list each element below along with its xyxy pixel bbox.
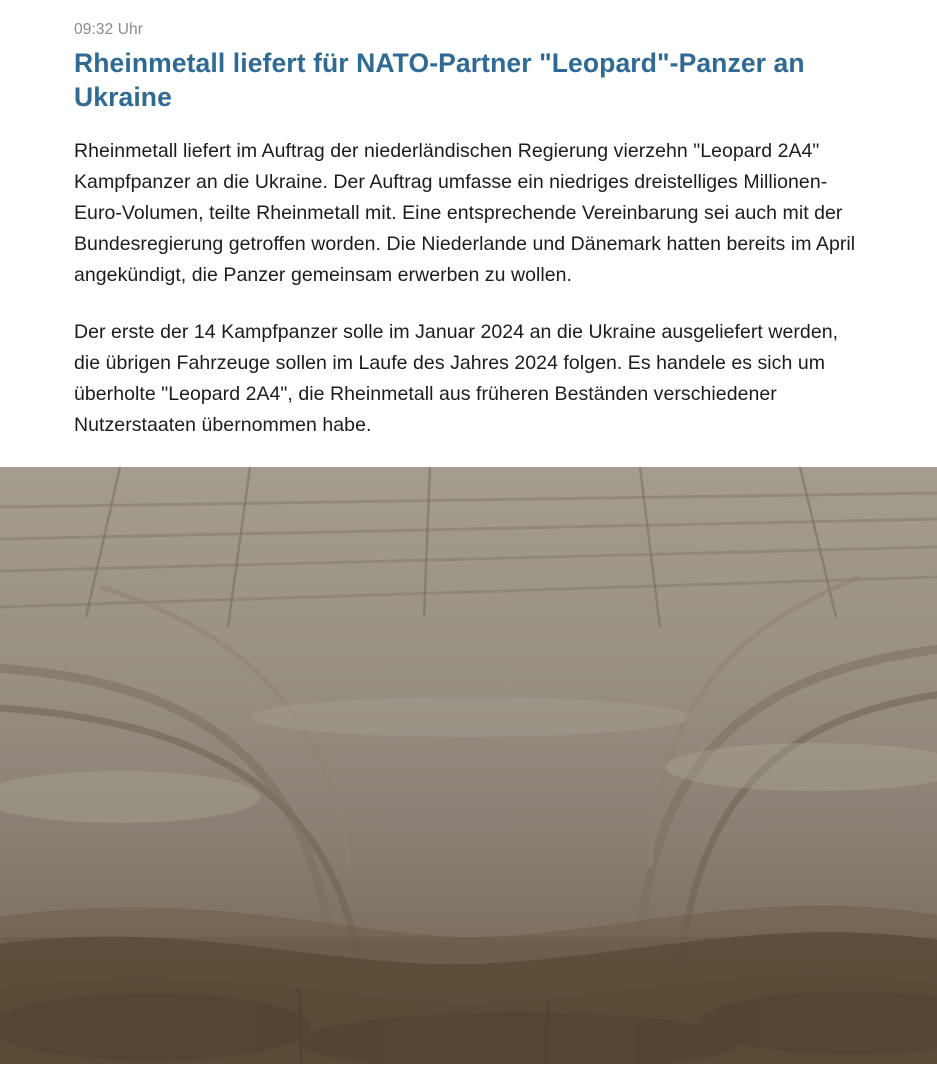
article-text-block (0, 0, 937, 441)
article-paragraph-2: Der erste der 14 Kampfpanzer solle im Januar 2024 an die Ukraine ausgeliefert werden, die übrigen Fahrzeuge sollen im Laufe des Jahres 2024 folgen. Es handele es sich um überholte "Leopard 2A4", die Rheinmetall aus früheren Beständen verschiedener Nutzerstaaten übernommen habe. (74, 321, 839, 436)
leopard-tank-photo (0, 467, 937, 1064)
article-headline: Rheinmetall liefert für NATO-Partner "Leopard"-Panzer an Ukraine (74, 48, 805, 112)
article-timestamp: 09:32 Uhr (74, 21, 143, 38)
article-paragraph-1: Rheinmetall liefert im Auftrag der niederländischen Regierung vierzehn "Leopard 2A4" Kampfpanzer an die Ukraine. Der Auftrag umfasse ein niedriges dreistelliges Millionen-Euro-Volumen, teilte Rheinmetall mit. Eine entsprechende Vereinbarung sei auch mit der Bundesregierung getroffen worden. Die Niederlande und Dänemark hatten bereits im April angekündigt, die Panzer gemeinsam erwerben zu wollen. (74, 140, 856, 286)
